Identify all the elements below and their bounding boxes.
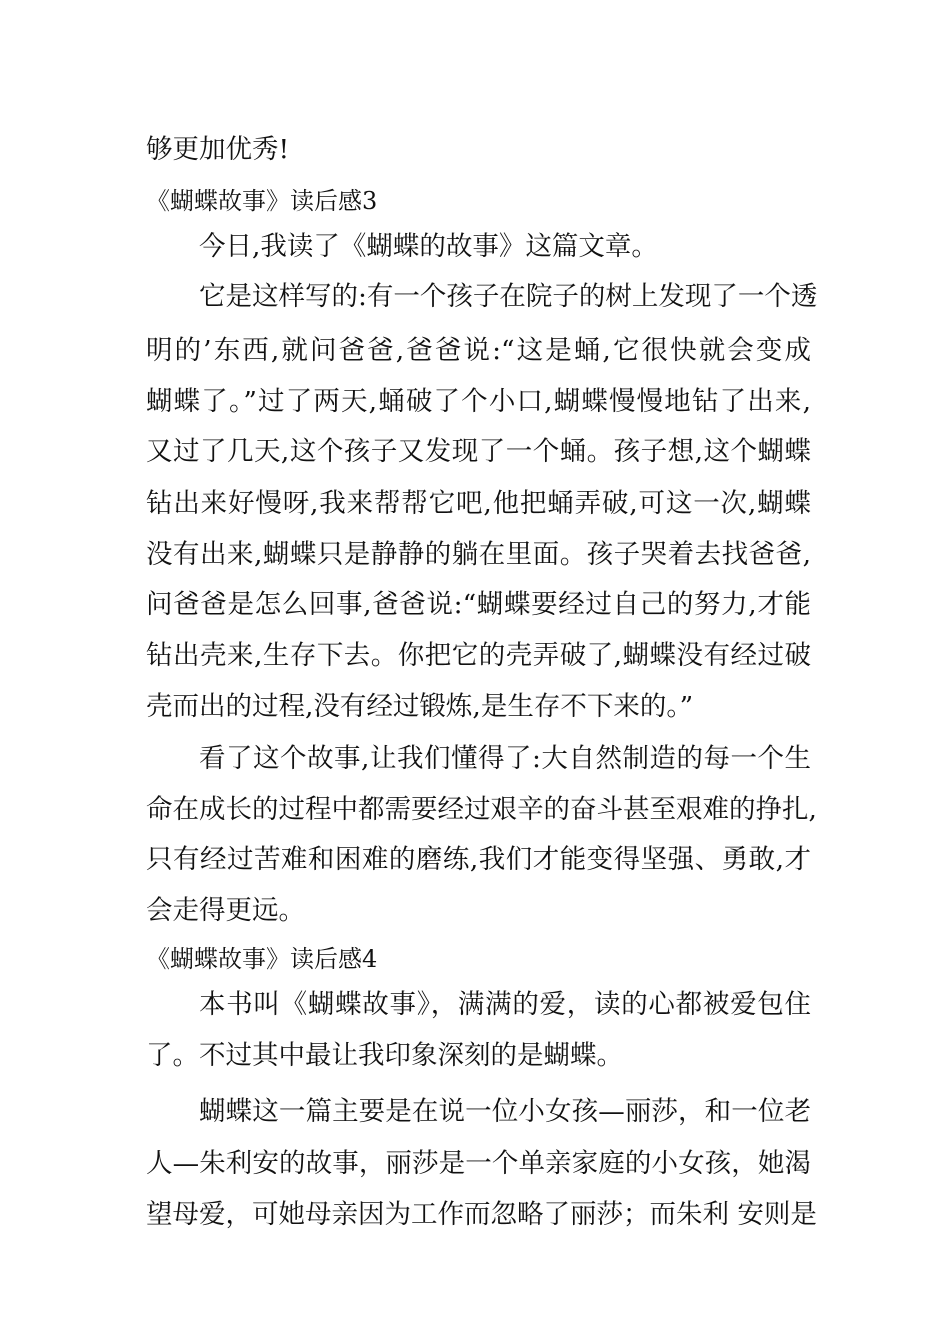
text-line: 人—朱利安的故事，丽莎是一个单亲家庭的小女孩，她渴 — [146, 1148, 811, 1179]
text-line: 钻出壳来,生存下去。你把它的壳弄破了,蝴蝶没有经过破 — [146, 640, 811, 671]
text-line: 够更加优秀! — [146, 134, 290, 165]
section-heading: 《蝴蝶故事》读后感4 — [146, 945, 378, 973]
text-line: 问爸爸是怎么回事,爸爸说:“蝴蝶要经过自己的努力,才能 — [146, 589, 811, 620]
paragraph-first-line: 今日,我读了《蝴蝶的故事》这篇文章。 — [199, 231, 658, 262]
text-line: 没有出来,蝴蝶只是静静的躺在里面。孩子哭着去找爸爸, — [146, 539, 811, 570]
text-line: 钻出来好慢呀,我来帮帮它吧,他把蛹弄破,可这一次,蝴蝶 — [146, 488, 811, 519]
text-line: 明的’东西,就问爸爸,爸爸说:“这是蛹,它很快就会变成 — [146, 335, 811, 366]
text-line: 望母爱，可她母亲因为工作而忽略了丽莎；而朱利 安则是 — [146, 1199, 817, 1230]
text-line: 蝴蝶了。”过了两天,蛹破了个小口,蝴蝶慢慢地钻了出来, — [146, 386, 811, 417]
text-line: 又过了几天,这个孩子又发现了一个蛹。孩子想,这个蝴蝶 — [146, 436, 811, 467]
text-line: 壳而出的过程,没有经过锻炼,是生存不下来的。” — [146, 691, 694, 722]
section-heading: 《蝴蝶故事》读后感3 — [146, 187, 378, 215]
text-line: 命在成长的过程中都需要经过艰辛的奋斗甚至艰难的挣扎, — [146, 794, 817, 825]
text-line: 会走得更远。 — [146, 895, 305, 926]
paragraph-first-line: 看了这个故事,让我们懂得了:大自然制造的每一个生 — [199, 743, 811, 774]
paragraph-first-line: 本书叫《蝴蝶故事》，满满的爱，读的心都被爱包住 — [199, 989, 811, 1020]
paragraph-first-line: 它是这样写的:有一个孩子在院子的树上发现了一个透 — [199, 281, 818, 312]
text-line: 只有经过苦难和困难的磨练,我们才能变得坚强、勇敢,才 — [146, 844, 811, 875]
text-line: 了。不过其中最让我印象深刻的是蝴蝶。 — [146, 1040, 623, 1071]
paragraph-first-line: 蝴蝶这一篇主要是在说一位小女孩—丽莎，和一位老 — [199, 1096, 811, 1127]
